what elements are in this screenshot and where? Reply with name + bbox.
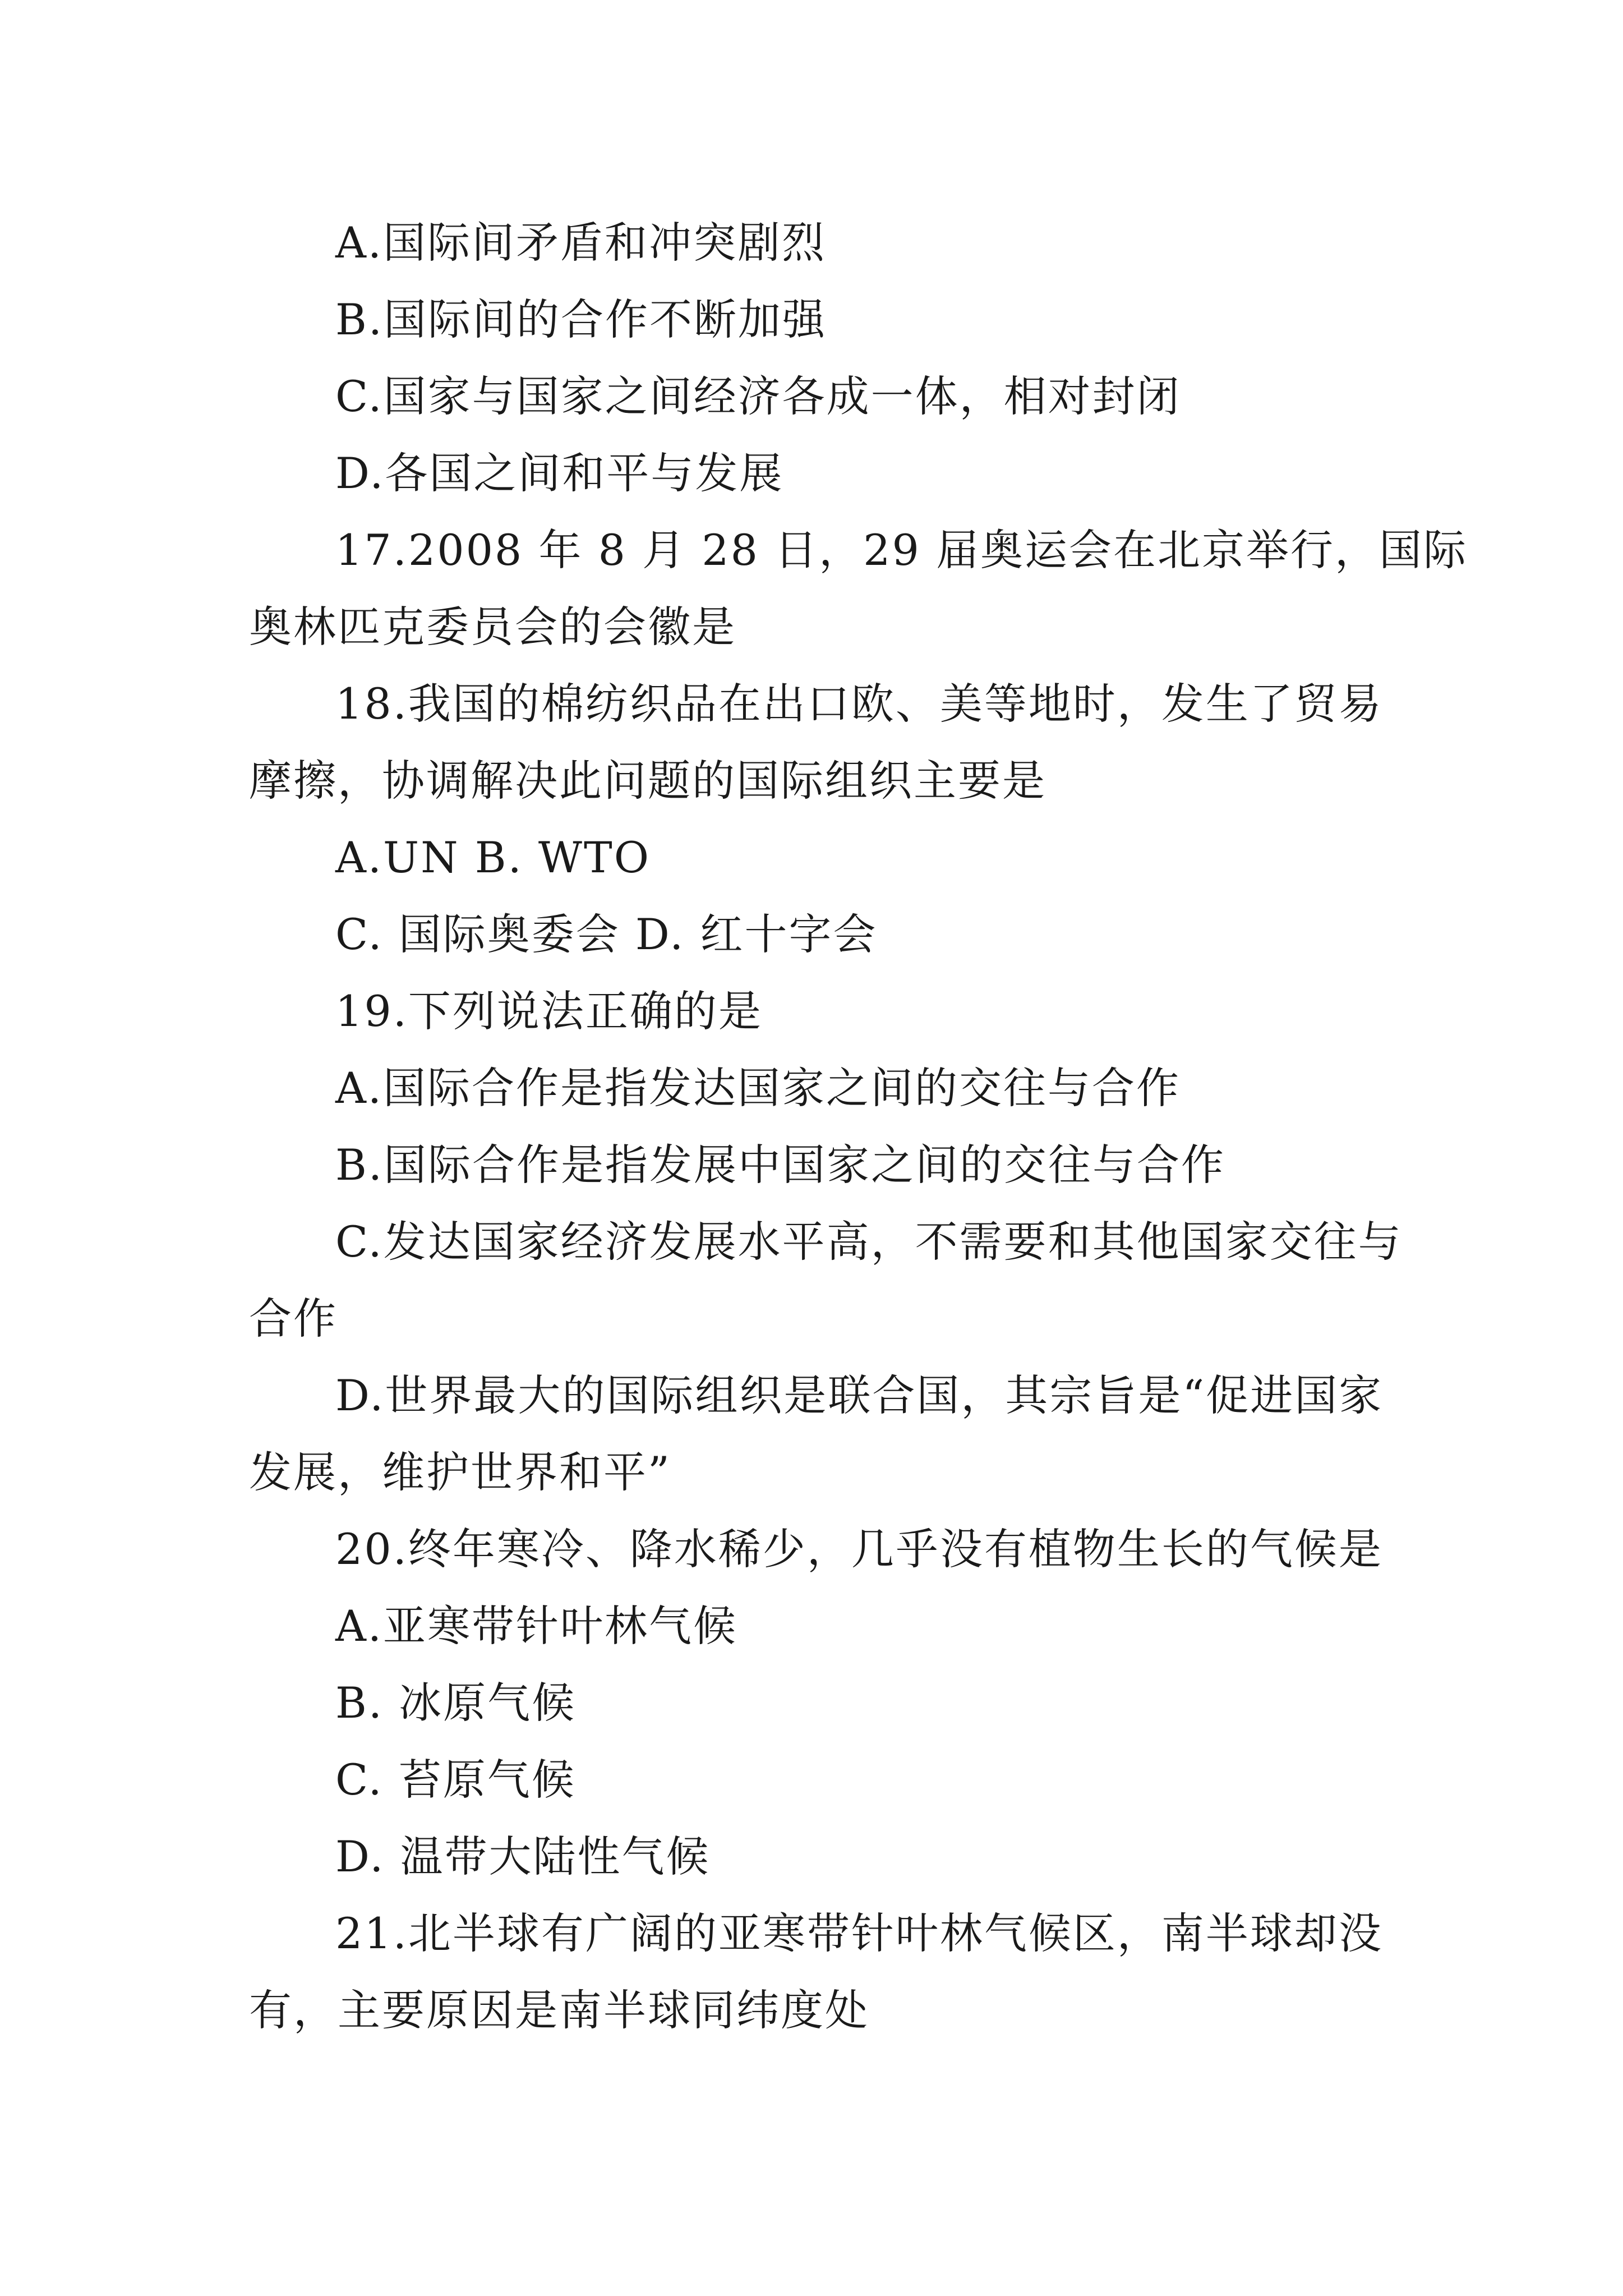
q19-option-a: A.国际合作是指发达国家之间的交往与合作 <box>335 1063 1181 1113</box>
q19-option-b: B.国际合作是指发展中国家之间的交往与合作 <box>335 1140 1226 1190</box>
q20-option-a: A.亚寒带针叶林气候 <box>335 1601 738 1651</box>
q18-options-cd: C. 国际奥委会 D. 红十字会 <box>335 909 878 959</box>
q16-option-b: B.国际间的合作不断加强 <box>335 295 827 344</box>
q18-text-line-1: 18.我国的棉纺织品在出口欧、美等地时，发生了贸易 <box>335 679 1383 729</box>
q19-text: 19.下列说法正确的是 <box>335 986 763 1036</box>
q16-option-a: A.国际间矛盾和冲突剧烈 <box>335 218 827 268</box>
q20-option-d: D. 温带大陆性气候 <box>335 1832 711 1881</box>
q18-options-ab: A.UN B. WTO <box>335 832 651 882</box>
q19-option-c-line-1: C.发达国家经济发展水平高，不需要和其他国家交往与 <box>335 1217 1403 1267</box>
q21-text-line-2: 有，主要原因是南半球同纬度处 <box>249 1985 869 2035</box>
q20-option-c: C. 苔原气候 <box>335 1755 576 1805</box>
q19-option-d-line-1: D.世界最大的国际组织是联合国，其宗旨是“促进国家 <box>335 1370 1384 1420</box>
q19-option-d-line-2: 发展，维护世界和平” <box>249 1447 671 1497</box>
q19-option-c-line-2: 合作 <box>249 1294 338 1343</box>
q16-option-c: C.国家与国家之间经济各成一体，相对封闭 <box>335 371 1181 421</box>
q20-text: 20.终年寒冷、降水稀少，几乎没有植物生长的气候是 <box>335 1524 1383 1574</box>
q20-option-b: B. 冰原气候 <box>335 1678 577 1728</box>
q18-text-line-2: 摩擦，协调解决此问题的国际组织主要是 <box>249 756 1046 806</box>
q16-option-d: D.各国之间和平与发展 <box>335 448 784 498</box>
q21-text-line-1: 21.北半球有广阔的亚寒带针叶林气候区，南半球却没 <box>335 1908 1383 1958</box>
q17-text-line-2: 奥林匹克委员会的会徽是 <box>249 602 736 652</box>
q17-text-line-1: 17.2008 年 8 月 28 日，29 届奥运会在北京举行，国际 <box>335 525 1468 575</box>
